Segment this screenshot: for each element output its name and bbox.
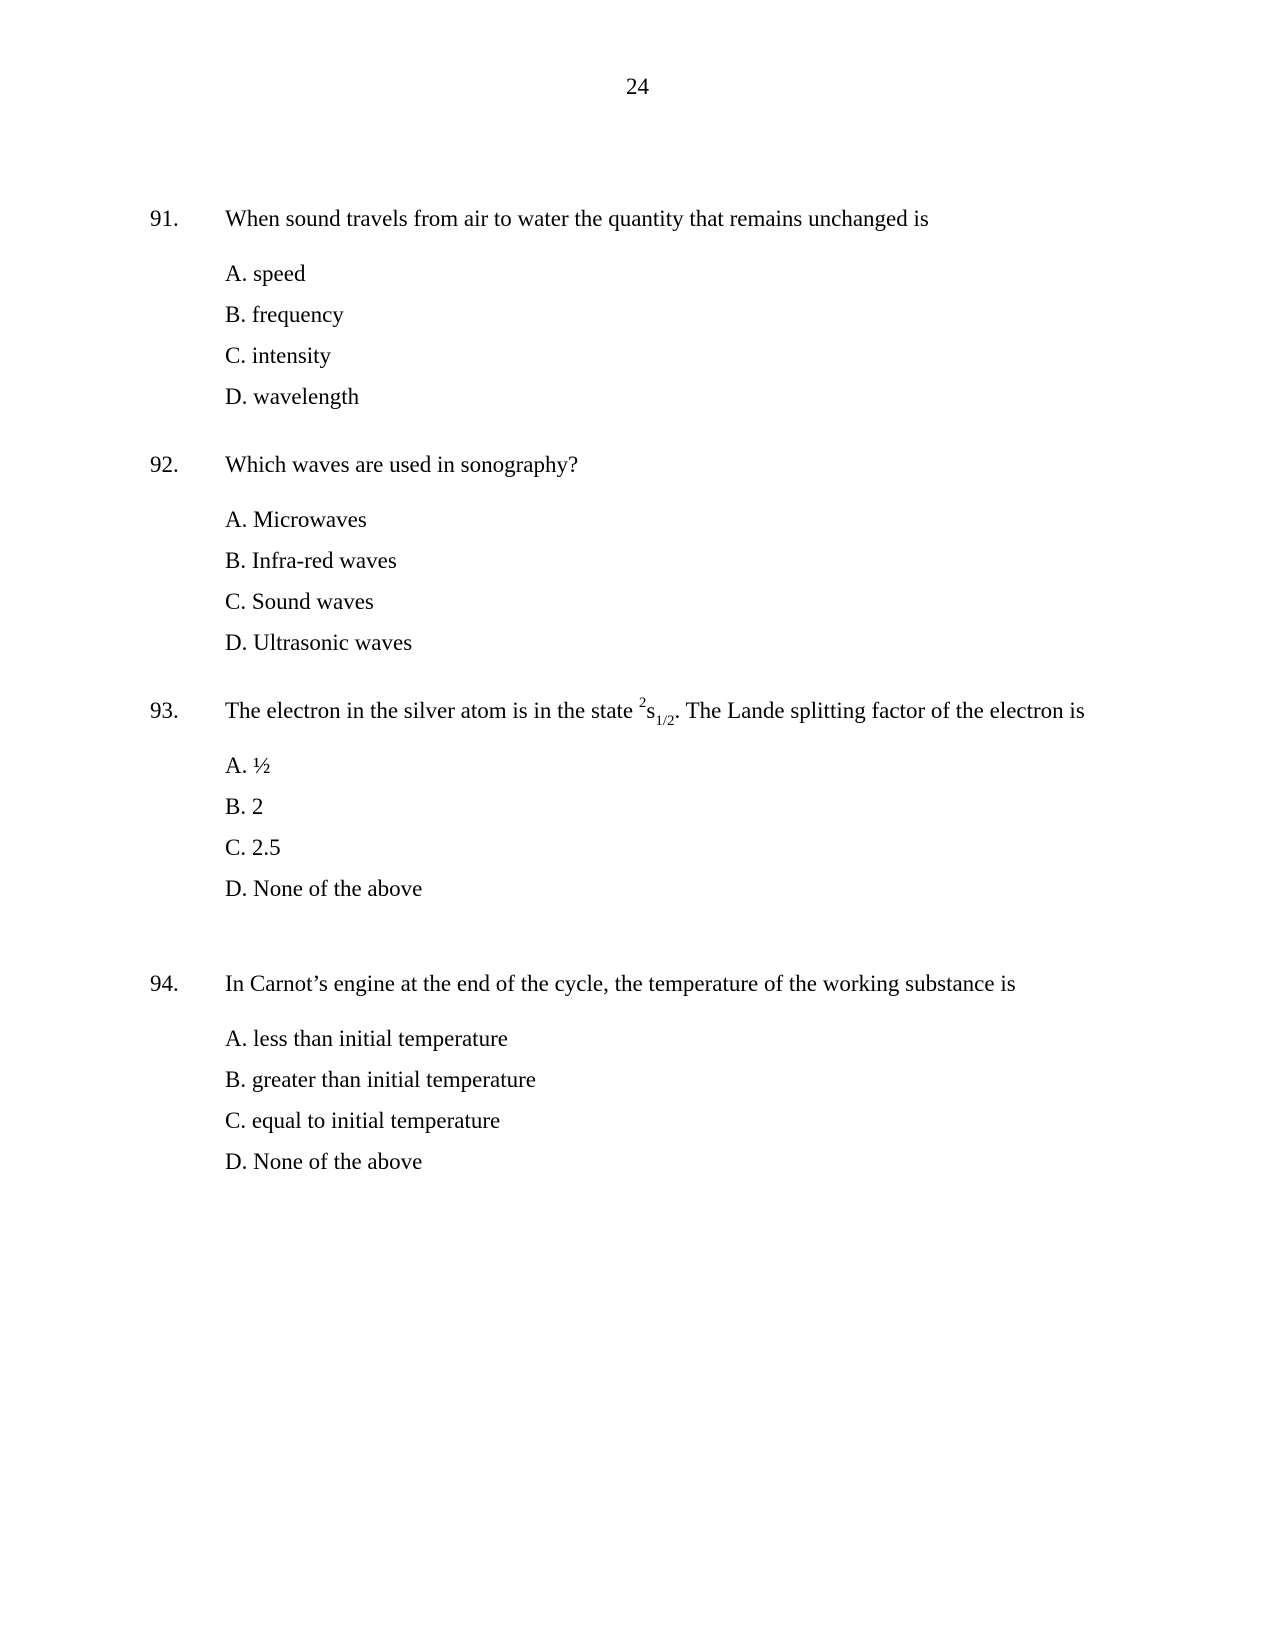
option-c: C. 2.5 [225, 835, 281, 860]
option-c: C. Sound waves [225, 589, 374, 614]
question-text-start: The electron in the silver atom is in the state [225, 698, 639, 723]
option-a: A. ½ [225, 753, 271, 778]
question-text-end: . The Lande splitting factor of the electron is [674, 698, 1085, 723]
option-list [225, 1025, 1130, 1176]
option-b: B. frequency [225, 302, 344, 327]
option-c: C. intensity [225, 343, 332, 368]
question-text: Which waves are used in sonography? [225, 452, 579, 477]
state-subscript: 1/2 [655, 712, 675, 729]
option-b: B. 2 [225, 794, 264, 819]
question-92 [150, 451, 1130, 670]
question-text: When sound travels from air to water the quantity that remains unchanged is [225, 206, 929, 231]
question-number: 91. [150, 206, 179, 231]
question-text [225, 695, 1125, 729]
state-superscript: 2 [638, 695, 647, 712]
question-number: 92. [150, 452, 179, 477]
state-symbol: s [646, 698, 656, 723]
option-d: D. None of the above [225, 876, 423, 901]
option-a: A. speed [225, 261, 306, 286]
option-b: B. Infra-red waves [225, 548, 397, 573]
option-d: D. None of the above [225, 1149, 423, 1174]
option-list [225, 752, 1130, 903]
question-text: In Carnot’s engine at the end of the cycle, the temperature of the working substance is [225, 971, 1016, 996]
option-list [225, 506, 1130, 657]
question-number: 93. [150, 698, 179, 723]
option-d: D. wavelength [225, 384, 360, 409]
option-b: B. greater than initial temperature [225, 1067, 537, 1092]
option-c: C. equal to initial temperature [225, 1108, 501, 1133]
question-94 [150, 970, 1130, 1189]
question-93 [150, 697, 1130, 916]
option-a: A. Microwaves [225, 507, 367, 532]
question-number: 94. [150, 971, 179, 996]
option-list [225, 260, 1130, 411]
option-d: D. Ultrasonic waves [225, 630, 413, 655]
question-91 [150, 205, 1130, 424]
page-number: 24 [626, 74, 649, 99]
option-a: A. less than initial temperature [225, 1026, 508, 1051]
